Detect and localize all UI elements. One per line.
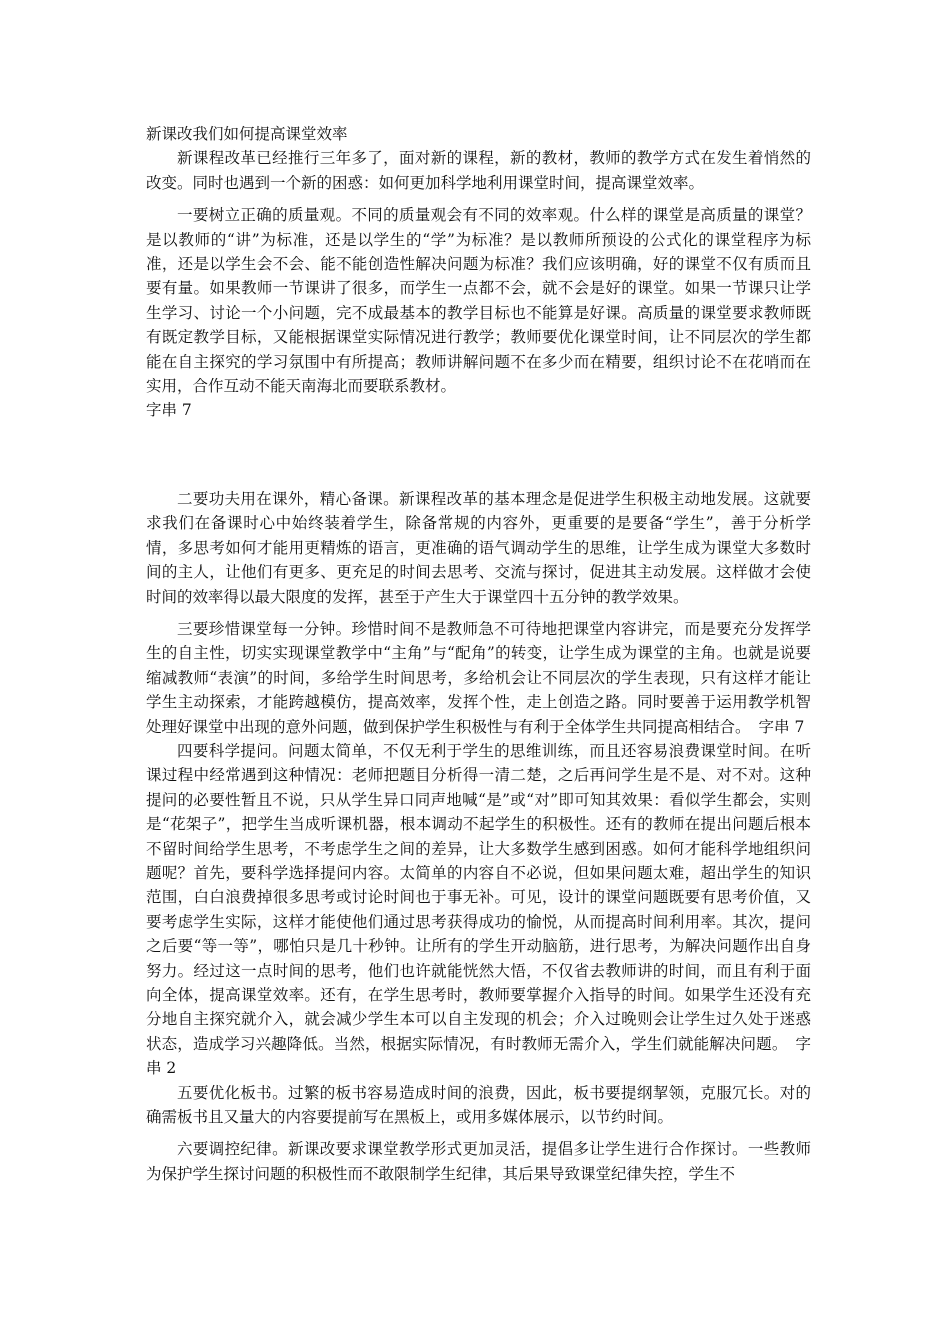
string-tag: 字串 7 <box>758 717 805 736</box>
paragraph-questioning-text: 四要科学提问。问题太简单，不仅无利于学生的思维训练，而且还容易浪费课堂时间。在听课过程中经常遇到这种情况：老师把题目分析得一清二楚，之后再问学生是不是、对不对。这种提问的必要性暂且不说，只从学生异口同声地喊“是”或“对”即可知其效果：看似学生都会，实则是“花架子”，把学生当成听课机器，根本调动不起学生的积极性。还有的教师在提出问题后根本不留时间给学生思考，不考虑学生之间的差异，让大多数学生感到困惑。如何才能科学地组织问题呢？首先，要科学选择提问内容。太简单的内容自不必说，但如果问题太难，超出学生的知识范围，白白浪费掉很多思考或讨论时间也于事无补。可见，设计的课堂问题既要有思考价值，又要考虑学生实际，这样才能使他们通过思考获得成功的愉悦，从而提高时间利用率。其次，提问之后要“等一等”，哪怕只是几十秒钟。让所有的学生开动脑筋，进行思考，为解决问题作出自身努力。经过这一点时间的思考，他们也许就能恍然大悟，不仅省去教师讲的时间，而且有利于面向全体，提高课堂效率。还有，在学生思考时，教师要掌握介入指导的时间。如果学生还没有充分地自主探究就介入，就会减少学生本可以自主发现的机会；介入过晚则会让学生过久处于迷惑状态，造成学习兴趣降低。当然，根据实际情况，有时教师无需介入，学生们就能解决问题。 <box>146 741 811 1053</box>
paragraph-every-minute-text: 三要珍惜课堂每一分钟。珍惜时间不是教师急不可待地把课堂内容讲完，而是要充分发挥学生的自主性，切实实现课堂教学中“主角”与“配角”的转变，让学生成为课堂的主角。也就是说要缩减教师“表演”的时间，多给学生时间思考，多给机会让不同层次的学生表现，只有这样才能让学生主动探索，才能跨越模仿，提高效率，发挥个性，走上创造之路。同时要善于运用教学机智处理好课堂中出现的意外问题，做到保护学生积极性与有利于全体学生共同提高相结合。 <box>146 619 811 736</box>
paragraph-lesson-prep: 二要功夫用在课外，精心备课。新课程改革的基本理念是促进学生积极主动地发展。这就要求我们在备课时心中始终装着学生，除备常规的内容外，更重要的是要备“学生”，善于分析学情，多思考如何才能用更精炼的语言，更准确的语气调动学生的思维，让学生成为课堂大多数时间的主人，让他们有更多、更充足的时间去思考、交流与探讨，促进其主动发展。这样做才会使时间的效率得以最大限度的发挥，甚至于产生大于课堂四十五分钟的教学效果。 <box>146 489 811 606</box>
paragraph-discipline: 六要调控纪律。新课改要求课堂教学形式更加灵活，提倡多让学生进行合作探讨。一些教师为保护学生探讨问题的积极性而不敢限制学生纪律，其后果导致课堂纪律失控，学生不 <box>146 1140 811 1183</box>
document-title: 新课改我们如何提高课堂效率 <box>146 125 348 143</box>
string-tag: 字串 7 <box>146 401 192 420</box>
string-tag: 字串 2 <box>146 1034 811 1078</box>
paragraph-every-minute <box>146 617 811 739</box>
paragraph-questioning <box>146 739 811 1081</box>
blank-gap <box>146 423 811 479</box>
intro-paragraph: 新课程改革已经推行三年多了，面对新的课程，新的教材，教师的教学方式在发生着悄然的改变。同时也遇到一个新的困惑：如何更加科学地利用课堂时间，提高课堂效率。 <box>146 149 811 192</box>
document-page <box>146 122 811 1186</box>
paragraph-blackboard: 五要优化板书。过繁的板书容易造成时间的浪费，因此，板书要提纲挈领，克服冗长。对的确需板书且又量大的内容要提前写在黑板上，或用多媒体展示，以节约时间。 <box>146 1083 811 1127</box>
paragraph-quality-view: 一要树立正确的质量观。不同的质量观会有不同的效率观。什么样的课堂是高质量的课堂？是以教师的“讲”为标准，还是以学生的“学”为标准？是以教师所预设的公式化的课堂程序为标准，还是以学生会不会、能不能创造性解决问题为标准？我们应该明确，好的课堂不仅有质而且要有量。如果教师一节课讲了很多，而学生一点都不会，就不会是好的课堂。如果一节课只让学生学习、讨论一个小问题，完不成最基本的教学目标也不能算是好课。高质量的课堂要求教师既有既定教学目标，又能根据课堂实际情况进行教学；教师要优化课堂时间，让不同层次的学生都能在自主探究的学习氛围中有所提高；教师讲解问题不在多少而在精要，组织讨论不在花哨而在实用，合作互动不能天南海北而要联系教材。 <box>146 206 811 396</box>
